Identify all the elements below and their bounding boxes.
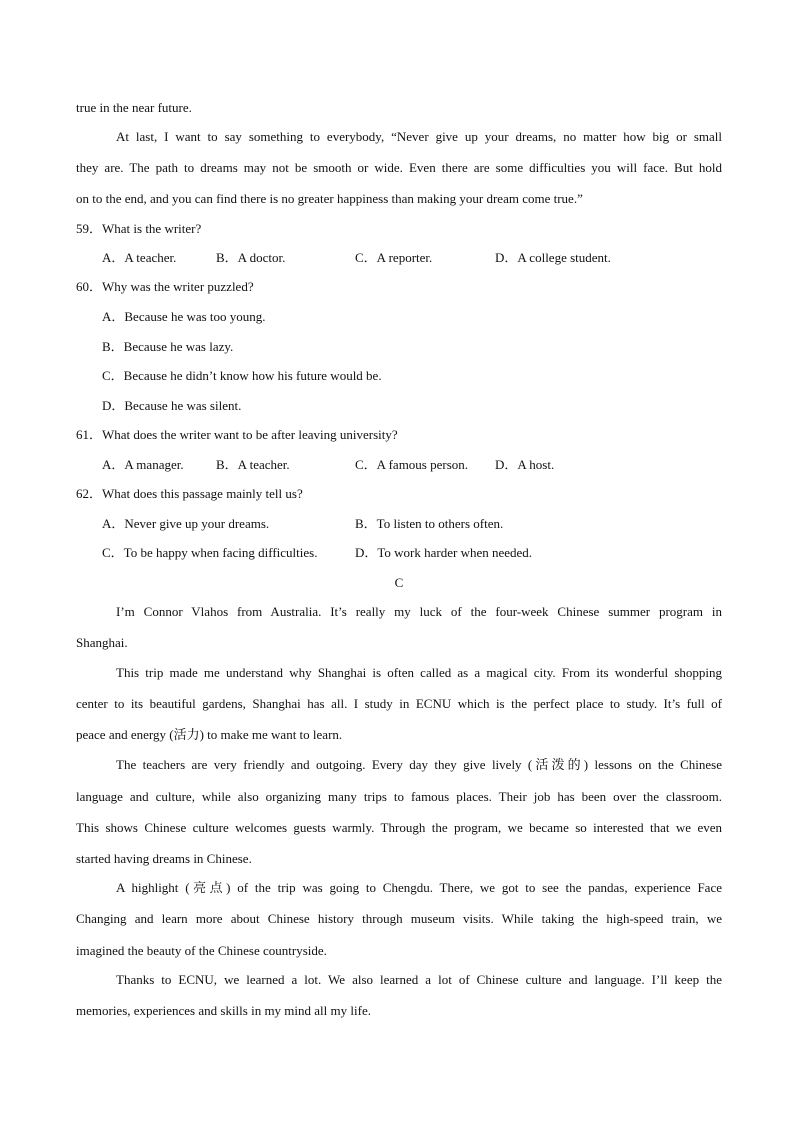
passage-c-line: This trip made me understand why Shanghai is often called as a magical city. From its wonderful shopping [116,665,722,680]
passage-c-line: started having dreams in Chinese. [76,851,252,866]
passage-c-line: I’m Connor Vlahos from Australia. It’s really my luck of the four-week Chinese summer program in [116,604,722,619]
passage-c-line: center to its beautiful gardens, Shanghai has all. I study in ECNU which is the perfect place to study. It’s full of [76,696,722,711]
question-option: B．A doctor. [216,250,286,265]
passage-c-line: This shows Chinese culture welcomes guests warmly. Through the program, we became so interested that we even [76,820,722,835]
passage-c-line: imagined the beauty of the Chinese countryside. [76,943,327,958]
question-option: B．A teacher. [216,457,290,472]
passage-b-para-line: on to the end, and you can find there is no greater happiness than making your dream come true.” [76,191,583,206]
question-option: B．To listen to others often. [355,516,504,531]
question-option: A．A manager. [102,457,184,472]
question-option: B．Because he was lazy. [102,339,234,354]
question-option: D．To work harder when needed. [355,545,533,560]
question-option: D．Because he was silent. [102,398,242,413]
section-heading: C [394,575,404,590]
question-option: C．A famous person. [355,457,469,472]
question-option: C．A reporter. [355,250,433,265]
question-stem: 61．What does the writer want to be after leaving university? [76,427,398,442]
passage-b-para-line: they are. The path to dreams may not be smooth or wide. Even there are some difficulties you will face. But hold [76,160,722,175]
question-option: C．Because he didn’t know how his future would be. [102,368,382,383]
question-stem: 60．Why was the writer puzzled? [76,279,254,294]
passage-c-line: Shanghai. [76,635,128,650]
passage-c-line: A highlight (亮点) of the trip was going to Chengdu. There, we got to see the pandas, experience Face [116,880,722,895]
passage-c-line: The teachers are very friendly and outgoing. Every day they give lively (活泼的) lessons on the Chinese [116,757,722,772]
passage-b-line: true in the near future. [76,100,192,115]
question-option: A．Because he was too young. [102,309,266,324]
passage-c-line: Thanks to ECNU, we learned a lot. We also learned a lot of Chinese culture and language. I’ll keep the [116,972,722,987]
question-option: C．To be happy when facing difficulties. [102,545,318,560]
question-stem: 59．What is the writer? [76,221,202,236]
question-stem: 62．What does this passage mainly tell us? [76,486,303,501]
passage-c-line: peace and energy (活力) to make me want to learn. [76,727,343,742]
question-option: D．A college student. [495,250,611,265]
question-option: D．A host. [495,457,555,472]
question-option: A．Never give up your dreams. [102,516,270,531]
passage-c-line: memories, experiences and skills in my mind all my life. [76,1003,371,1018]
passage-c-line: Changing and learn more about Chinese history through museum visits. While taking the high-speed train, we [76,911,722,926]
passage-c-line: language and culture, while also organizing many trips to famous places. Their job has been over the classroom. [76,789,722,804]
passage-b-para-line: At last, I want to say something to everybody, “Never give up your dreams, no matter how big or small [116,129,722,144]
question-option: A．A teacher. [102,250,177,265]
